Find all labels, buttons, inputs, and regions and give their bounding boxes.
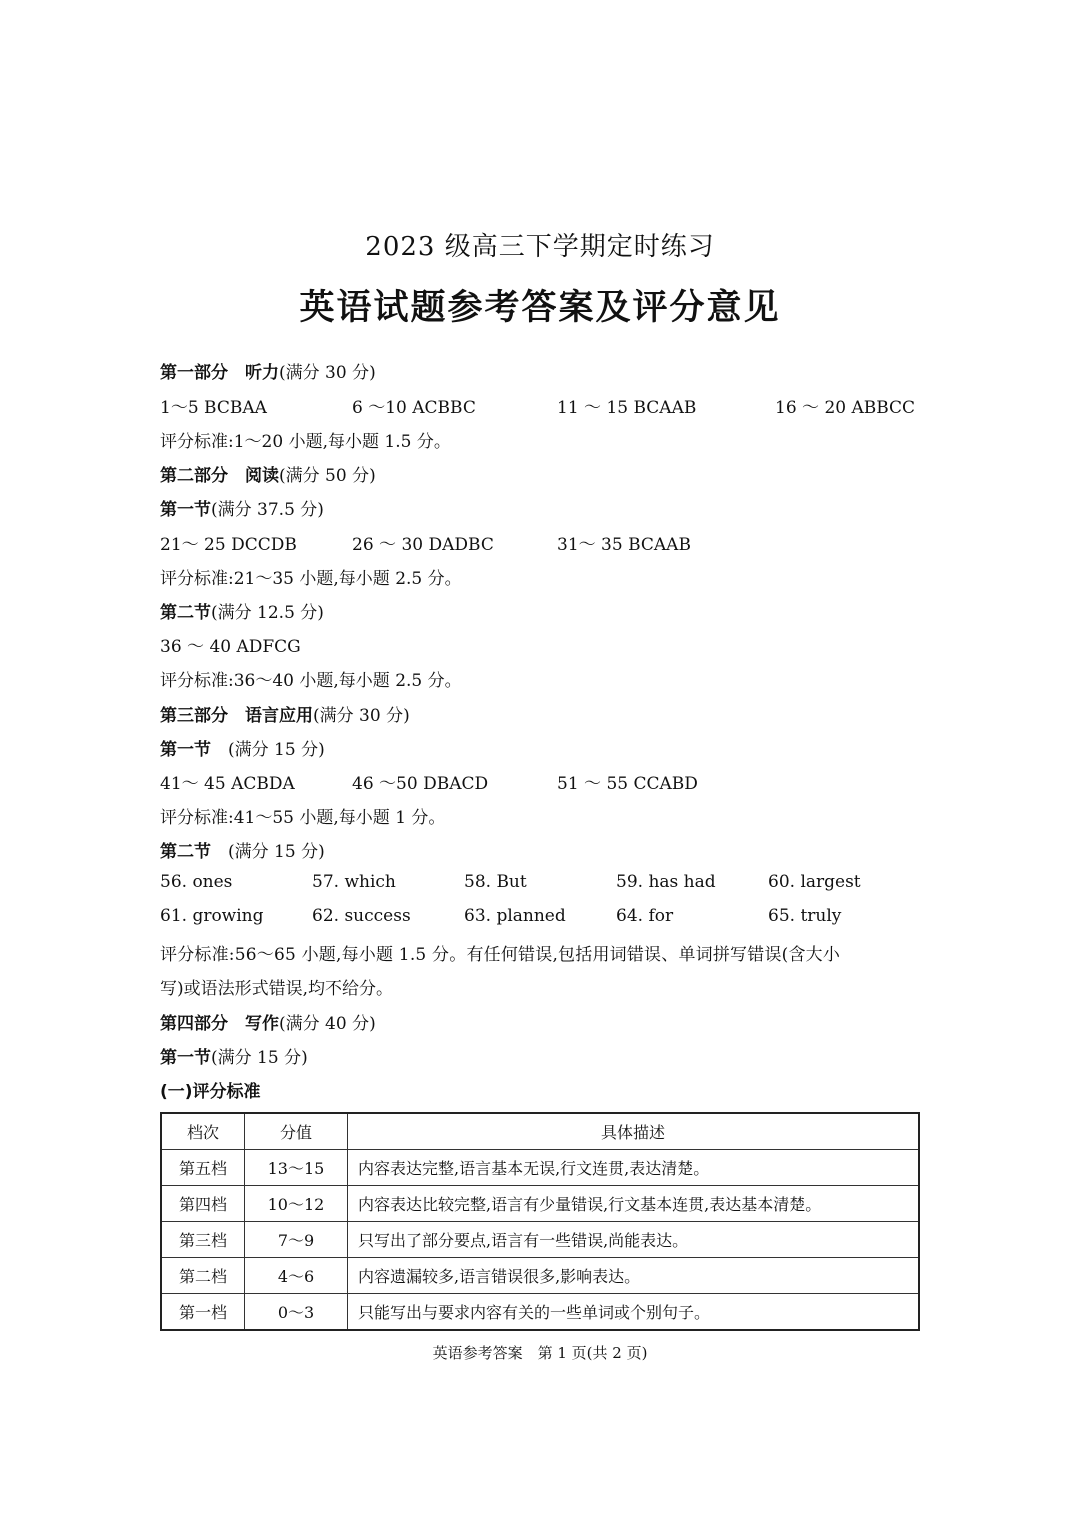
part2-heading: 第二部分 阅读 [160,466,279,486]
header-level: 档次 [161,1113,245,1150]
part4-sec1-heading-line [160,1043,308,1068]
row-description: 内容表达比较完整,语言有少量错误,行文基本连贯,表达基本清楚。 [348,1186,920,1222]
part3-sec1-score: (满分 15 分) [211,740,325,760]
part2-sec1-answer-1: 21～ 25 DCCDB [160,535,297,555]
grading-table-header [161,1113,919,1150]
part1-answer-2: 6 ～10 ACBBC [352,398,476,418]
row-level: 第二档 [161,1258,245,1294]
exam-title: 2023 级高三下学期定时练习 [365,232,715,262]
row-score: 13～15 [245,1150,348,1186]
part1-heading-line [160,358,376,383]
page-footer: 英语参考答案 第 1 页(共 2 页) [432,1344,648,1362]
part3-sec1-heading: 第一节 [160,740,211,760]
row-score: 10～12 [245,1186,348,1222]
row-score: 7～9 [245,1222,348,1258]
grading-standard-heading: (一)评分标准 [160,1082,261,1102]
part1-score: (满分 30 分) [279,363,376,383]
answer-62: 62. success [312,906,411,926]
part4-score: (满分 40 分) [279,1014,376,1034]
answer-65: 65. truly [768,906,842,926]
row-level: 第三档 [161,1222,245,1258]
part2-score: (满分 50 分) [279,466,376,486]
part1-standard: 评分标准:1～20 小题,每小题 1.5 分。 [160,432,451,452]
part1-answer-4: 16 ～ 20 ABBCC [775,398,916,418]
table-row [161,1258,919,1294]
answer-57: 57. which [312,872,396,892]
part3-score: (满分 30 分) [313,706,410,726]
row-level: 第四档 [161,1186,245,1222]
row-score: 0～3 [245,1294,348,1331]
part1-answer-1: 1～5 BCBAA [160,398,267,418]
header-score: 分值 [245,1113,348,1150]
part1-answer-3: 11 ～ 15 BCAAB [557,398,697,418]
document-title: 英语试题参考答案及评分意见 [299,288,781,328]
answer-60: 60. largest [768,872,861,892]
table-row [161,1222,919,1258]
answer-61: 61. growing [160,906,264,926]
row-level: 第一档 [161,1294,245,1331]
row-score: 4～6 [245,1258,348,1294]
table-row [161,1186,919,1222]
row-description: 只写出了部分要点,语言有一些错误,尚能表达。 [348,1222,920,1258]
answer-63: 63. planned [464,906,566,926]
row-level: 第五档 [161,1150,245,1186]
part3-heading: 第三部分 语言应用 [160,706,313,726]
part3-sec1-answer-3: 51 ～ 55 CCABD [557,774,698,794]
part3-sec1-answer-1: 41～ 45 ACBDA [160,774,295,794]
table-row [161,1150,919,1186]
part3-heading-line [160,701,410,726]
row-description: 内容表达完整,语言基本无误,行文连贯,表达清楚。 [348,1150,920,1186]
part2-sec1-answer-2: 26 ～ 30 DADBC [352,535,494,555]
part2-sec1-answer-3: 31～ 35 BCAAB [557,535,691,555]
part2-sec1-score: (满分 37.5 分) [211,500,324,520]
part2-sec2-heading-line [160,598,324,623]
answer-64: 64. for [616,906,674,926]
grading-table [160,1112,920,1331]
table-row [161,1294,919,1331]
part4-sec1-heading: 第一节 [160,1048,211,1068]
answer-56: 56. ones [160,872,233,892]
part3-sec2-standard-line2: 写)或语法形式错误,均不给分。 [160,979,394,999]
part3-sec1-heading-line [160,735,325,760]
part2-sec1-standard: 评分标准:21～35 小题,每小题 2.5 分。 [160,569,462,589]
part2-sec2-standard: 评分标准:36～40 小题,每小题 2.5 分。 [160,671,462,691]
part2-sec1-heading-line [160,495,324,520]
part2-sec2-heading: 第二节 [160,603,211,623]
row-description: 内容遗漏较多,语言错误很多,影响表达。 [348,1258,920,1294]
part3-sec2-standard-line1: 评分标准:56～65 小题,每小题 1.5 分。有任何错误,包括用词错误、单词拼写错误(含大小 [160,945,841,965]
part4-heading-line [160,1009,376,1034]
part3-sec2-heading-line [160,837,325,862]
part2-sec2-answer-1: 36 ～ 40 ADFCG [160,637,301,657]
part3-sec1-standard: 评分标准:41～55 小题,每小题 1 分。 [160,808,446,828]
part2-heading-line [160,461,376,486]
part3-sec2-heading: 第二节 [160,842,211,862]
part3-sec1-answer-2: 46 ～50 DBACD [352,774,489,794]
header-description: 具体描述 [348,1113,920,1150]
row-description: 只能写出与要求内容有关的一些单词或个别句子。 [348,1294,920,1331]
answer-58: 58. But [464,872,527,892]
part2-sec2-score: (满分 12.5 分) [211,603,324,623]
part4-sec1-score: (满分 15 分) [211,1048,308,1068]
part3-sec2-score: (满分 15 分) [211,842,325,862]
part1-heading: 第一部分 听力 [160,363,279,383]
part4-heading: 第四部分 写作 [160,1014,279,1034]
answer-59: 59. has had [616,872,716,892]
part2-sec1-heading: 第一节 [160,500,211,520]
